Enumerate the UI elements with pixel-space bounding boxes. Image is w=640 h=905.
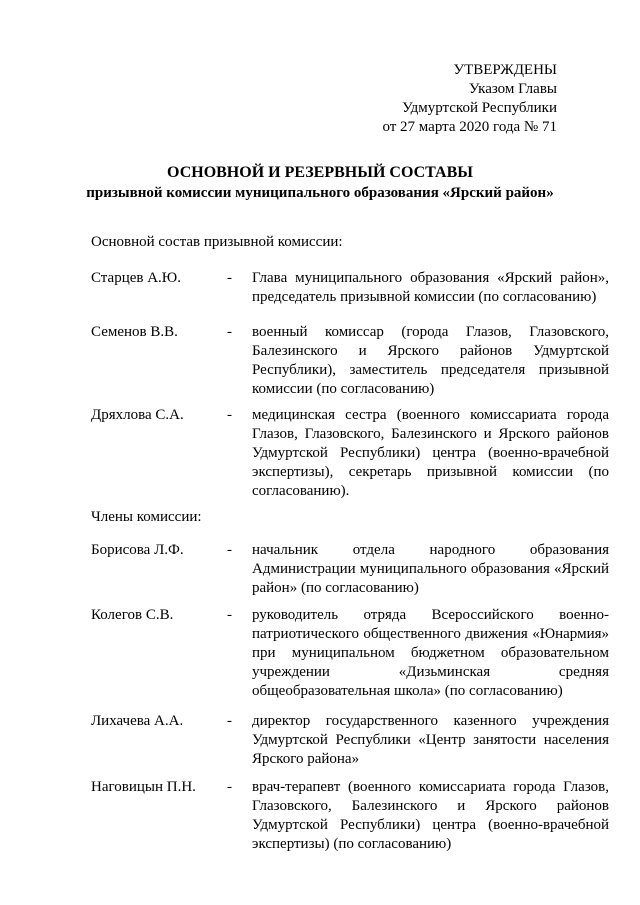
approval-stamp xyxy=(337,61,557,137)
approval-date: от 27 марта 2020 года № 71 xyxy=(382,119,557,135)
commission-members-heading: Члены комиссии: xyxy=(91,509,202,525)
approval-status: УТВЕРЖДЕНЫ xyxy=(453,62,557,78)
member-description: начальник отдела народного образования Администрации муниципального образования «Ярский район» (по согласованию) xyxy=(252,542,609,596)
member-name: Старцев А.Ю. xyxy=(91,270,181,286)
member-name: Наговицын П.Н. xyxy=(91,779,196,795)
member-name: Лихачева А.А. xyxy=(91,713,184,729)
member-description: врач-терапевт (военного комиссариата города Глазов, Глазовского, Балезинского и Ярского районов Удмуртской Республики) центра (военно-врачебной экспертизы) (по согласованию) xyxy=(252,779,609,852)
member-dash: - xyxy=(227,270,232,286)
member-dash: - xyxy=(227,607,232,623)
member-description: директор государственного казенного учреждения Удмуртской Республики «Центр занятости населения Ярского района» xyxy=(252,713,609,767)
document-subtitle: призывной комиссии муниципального образования «Ярский район» xyxy=(86,185,554,201)
member-name: Колегов С.В. xyxy=(91,607,174,623)
approval-decree: Указом Главы xyxy=(468,81,557,97)
approval-republic: Удмуртской Республики xyxy=(402,100,557,116)
document-title: ОСНОВНОЙ И РЕЗЕРВНЫЙ СОСТАВЫ xyxy=(167,164,473,181)
member-description: медицинская сестра (военного комиссариата города Глазов, Глазовского, Балезинского и Ярского районов Удмуртской Республики) центра (военно-врачебной экспертизы), секретарь призывной комиссии (по согласованию). xyxy=(252,407,609,499)
member-description: Глава муниципального образования «Ярский район», председатель призывной комиссии (по согласованию) xyxy=(252,270,609,305)
member-dash: - xyxy=(227,779,232,795)
main-composition-heading: Основной состав призывной комиссии: xyxy=(91,234,343,250)
member-name: Борисова Л.Ф. xyxy=(91,542,184,558)
member-description: руководитель отряда Всероссийского военно-патриотического общественного движения «Юнармия» при муниципальном бюджетном образовательном учреждении «Дизьминская средняя общеобразовательная школа» (по согласованию) xyxy=(252,607,609,699)
member-name: Дряхлова С.А. xyxy=(91,407,184,423)
member-dash: - xyxy=(227,324,232,340)
member-dash: - xyxy=(227,542,232,558)
member-dash: - xyxy=(227,407,232,423)
member-name: Семенов В.В. xyxy=(91,324,178,340)
member-description: военный комиссар (города Глазов, Глазовского, Балезинского и Ярского районов Удмуртской Республики), заместитель председателя призывной комиссии (по согласованию) xyxy=(252,324,609,397)
member-dash: - xyxy=(227,713,232,729)
